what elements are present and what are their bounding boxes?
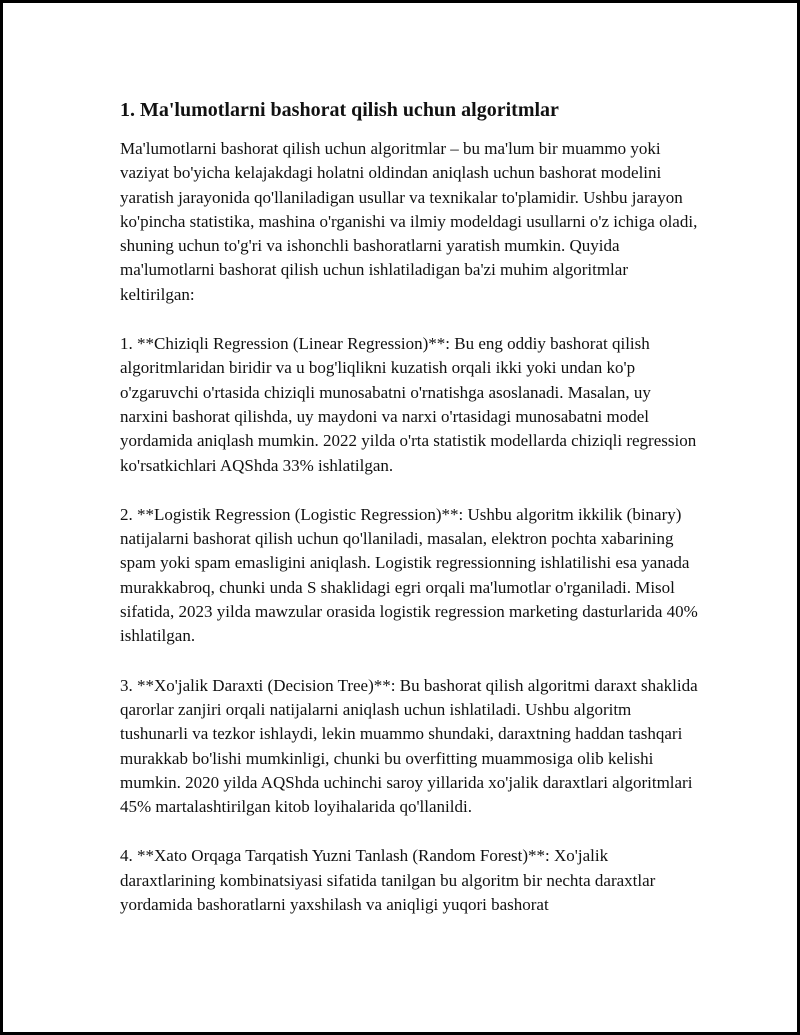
document-body [120, 97, 700, 942]
decision-tree-paragraph: 3. **Xo'jalik Daraxti (Decision Tree)**: Bu bashorat qilish algoritmi daraxt shaklida qarorlar zanjiri orqali natijalarni aniqlash uchun ishlatiladi. Ushbu algoritm tushunarli va tezkor ishlaydi, lekin muammo shundaki, daraxtning haddan tashqari murakkab bo'lishi mumkinligi, chunki bu overfitting muammosiga olib kelishi mumkin. 2020 yilda AQShda uchinchi saroy yillarida xo'jalik daraxtlari algoritmlari 45% martalashtirilgan kitob loyihalarida qo'llanildi. [120, 675, 698, 817]
intro-paragraph: Ma'lumotlarni bashorat qilish uchun algoritmlar – bu ma'lum bir muammo yoki vaziyat bo'yicha kelajakdagi holatni oldindan aniqlash uchun bashorat modelini yaratish jarayonida qo'llaniladigan usullar va texnikalar to'plamidir. Ushbu jarayon ko'pincha statistika, mashina o'rganishi va ilmiy modeldagi usullarni o'z ichiga oladi, shuning uchun to'g'ri va ishonchli bashoratlarni yaratish mumkin. Quyida ma'lumotlarni bashorat qilish uchun ishlatiladigan ba'zi muhim algoritmlar keltirilgan: [120, 139, 698, 304]
section-heading: 1. Ma'lumotlarni bashorat qilish uchun algoritmlar [120, 99, 559, 121]
random-forest-paragraph: 4. **Xato Orqaga Tarqatish Yuzni Tanlash (Random Forest)**: Xo'jalik daraxtlarining kombinatsiyasi sifatida tanilgan bu algoritm bir nechta daraxtlar yordamida bashoratlarni yaxshilash va aniqligi yuqori bashorat [120, 846, 656, 915]
logistic-regression-paragraph: 2. **Logistik Regression (Logistic Regression)**: Ushbu algoritm ikkilik (binary) natijalarni bashorat qilish uchun qo'llaniladi, masalan, elektron pochta xabarining spam yoki spam emasligini aniqlash. Logistik regressionning ishlatilishi esa yanada murakkabroq, chunki unda S shaklidagi egri orqali ma'lumotlar o'rganiladi. Misol sifatida, 2023 yilda mawzular orasida logistik regression marketing dasturlarida 40% ishlatilgan. [120, 504, 698, 646]
linear-regression-paragraph: 1. **Chiziqli Regression (Linear Regression)**: Bu eng oddiy bashorat qilish algoritmlaridan biridir va u bog'liqlikni kuzatish orqali ikki yoki undan ko'p o'zgaruvchi o'rtasida chiziqli munosabatni o'rnatishga asoslanadi. Masalan, uy narxini bashorat qilishda, uy maydoni va narxi o'rtasidagi munosabatni model yordamida aniqlash mumkin. 2022 yilda o'rta statistik modellarda chiziqli regression ko'rsatkichlari AQShda 33% ishlatilgan. [120, 334, 697, 475]
